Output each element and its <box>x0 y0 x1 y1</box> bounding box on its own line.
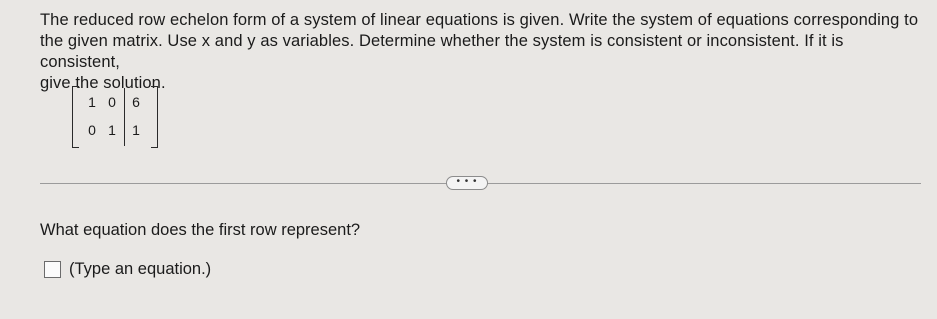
answer-row <box>44 258 211 280</box>
problem-statement <box>40 10 920 94</box>
matrix-cell: 1 <box>88 94 96 110</box>
matrix-cell: 0 <box>108 94 116 110</box>
matrix-left-bracket <box>72 86 79 148</box>
matrix-cell: 1 <box>132 122 140 138</box>
question-text: What equation does the first row represent? <box>40 221 361 239</box>
augmented-matrix <box>72 86 158 148</box>
matrix-right-bracket <box>151 86 158 148</box>
answer-hint: (Type an equation.) <box>69 260 212 278</box>
problem-line-2: the given matrix. Use x and y as variables. Determine whether the system is consistent or inconsistent. If it is consistent, <box>40 32 844 71</box>
matrix-augment-line <box>124 88 125 146</box>
expand-more-button[interactable]: • • • <box>446 176 488 190</box>
matrix-cell: 1 <box>108 122 116 138</box>
matrix-cell: 0 <box>88 122 96 138</box>
answer-input[interactable] <box>44 261 61 278</box>
problem-line-3: give the solution. <box>40 74 166 92</box>
matrix-cell: 6 <box>132 94 140 110</box>
problem-line-1: The reduced row echelon form of a system of linear equations is given. Write the system of equations corresponding to <box>40 11 919 29</box>
